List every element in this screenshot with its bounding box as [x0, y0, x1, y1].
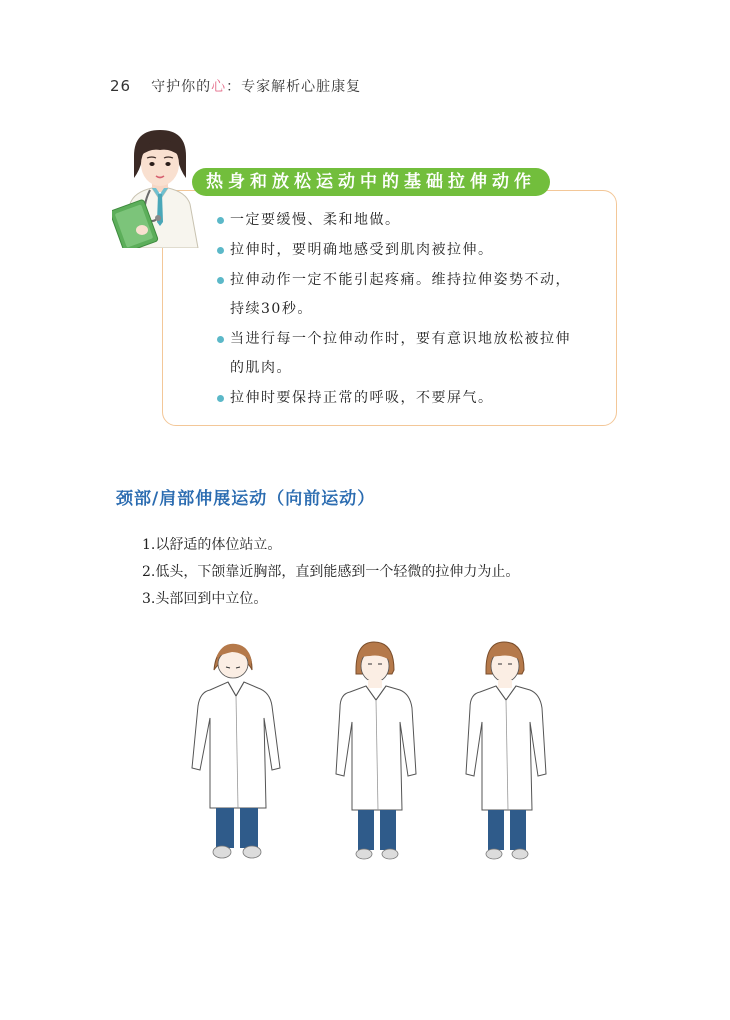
steps-list	[142, 532, 519, 613]
step-item: 2.低头，下颌靠近胸部，直到能感到一个轻微的拉伸力为止。	[142, 564, 520, 580]
section-title: 颈部/肩部伸展运动（向前运动）	[116, 489, 376, 509]
header-title-part2: ：专家解析心脏康复	[226, 79, 362, 95]
figure-neutral-2	[450, 630, 560, 862]
bullet-dot-icon	[217, 336, 224, 343]
bullet-dot-icon	[217, 247, 224, 254]
step-item: 1.以舒适的体位站立。	[142, 537, 282, 553]
tip-list	[214, 206, 584, 414]
step-item: 3.头部回到中立位。	[142, 591, 268, 607]
header-title-part1: 守护你的	[151, 79, 212, 95]
tip-item	[214, 236, 584, 265]
page-number: 26	[110, 77, 132, 95]
tip-item	[214, 384, 584, 413]
bullet-dot-icon	[217, 395, 224, 402]
tip-item-text: 一定要缓慢、柔和地做。	[230, 212, 401, 228]
tip-item	[214, 325, 584, 383]
figure-head-down	[180, 630, 290, 862]
tip-item-text: 拉伸动作一定不能引起疼痛。维持拉伸姿势不动，持续30秒。	[230, 272, 571, 317]
exercise-figures	[180, 630, 560, 862]
bullet-dot-icon	[217, 277, 224, 284]
tip-item	[214, 266, 584, 324]
tip-banner: 热身和放松运动中的基础拉伸动作	[192, 168, 550, 196]
header-title-heart: 心	[211, 79, 227, 95]
tip-item-text: 拉伸时要保持正常的呼吸，不要屏气。	[230, 390, 494, 406]
tip-item-text: 当进行每一个拉伸动作时，要有意识地放松被拉伸的肌肉。	[230, 331, 571, 376]
figure-neutral-1	[320, 630, 430, 862]
running-header	[110, 76, 361, 96]
tip-item-text: 拉伸时，要明确地感受到肌肉被拉伸。	[230, 242, 494, 258]
doctor-avatar-illustration	[112, 126, 204, 248]
bullet-dot-icon	[217, 217, 224, 224]
tip-item	[214, 206, 584, 235]
